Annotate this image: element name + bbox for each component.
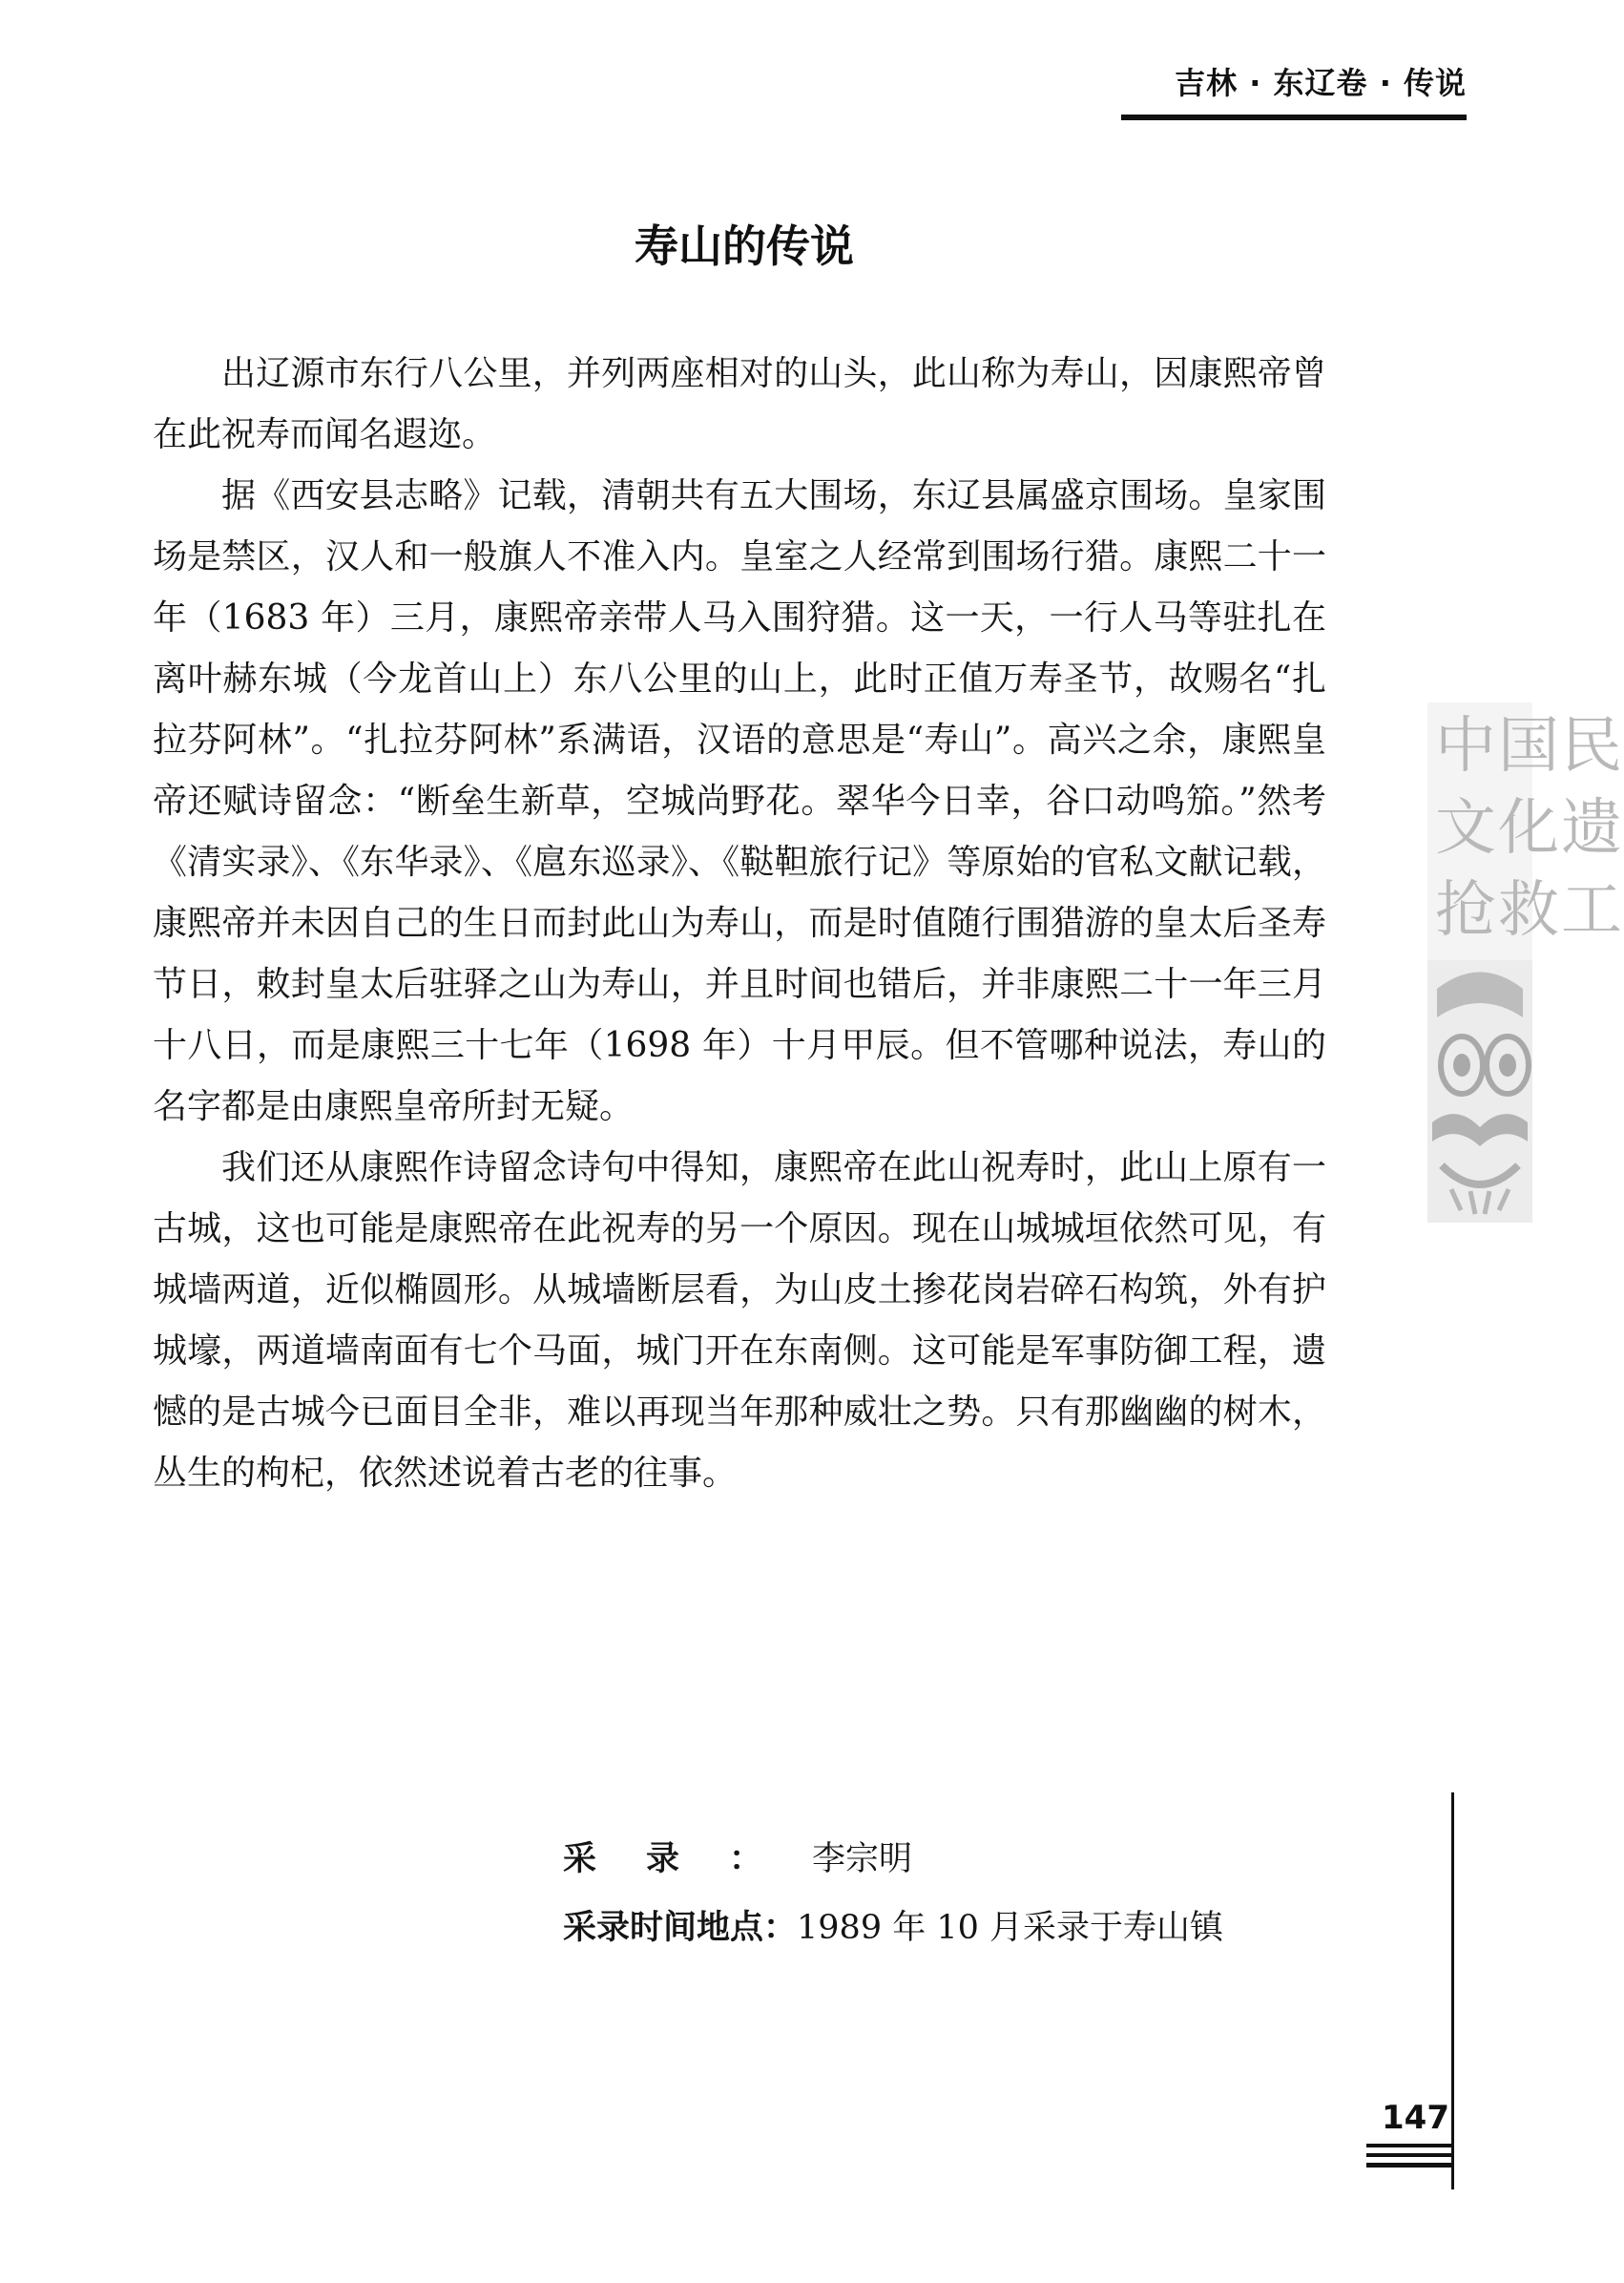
tribal-mask-icon xyxy=(1427,960,1532,1223)
side-strip-line-2: 文化遗 xyxy=(1435,793,1624,864)
page-number-rule-top xyxy=(1366,2144,1454,2147)
credit-time-place xyxy=(563,1894,1223,1962)
credits xyxy=(563,1825,1223,1962)
side-strip-line-1: 中国民 xyxy=(1435,711,1624,782)
recorder-name: 李宗明 xyxy=(812,1840,913,1878)
running-header: 吉林 · 东辽卷 · 传说 xyxy=(1175,65,1467,101)
paragraph-2: 据《西安县志略》记载，清朝共有五大围场，东辽县属盛京围场。皇家围场是禁区，汉人和一般旗人不准入内。皇室之人经常到围场行猎。康熙二十一年（1683 年）三月，康熙帝亲带人马入围狩猎。这一天，一行人马等驻扎在离叶赫东城（今龙首山上）东八公里的山上，此时正值万寿圣节，故赐名“扎拉芬阿林”。“扎拉芬阿林”系满语，汉语的意思是“寿山”。高兴之余，康熙皇帝还赋诗留念：“断垒生新草，空城尚野花。翠华今日幸，谷口动鸣笳。”然考《清实录》、《东华录》、《扈东巡录》、《鞑靼旅行记》等原始的官私文献记载，康熙帝并未因自己的生日而封此山为寿山，而是时值随行围猎游的皇太后圣寿节日，敕封皇太后驻驿之山为寿山，并且时间也错后，并非康熙二十一年三月十八日，而是康熙三十七年（1698 年）十月甲辰。但不管哪种说法，寿山的名字都是由康熙皇帝所封无疑。 xyxy=(153,476,1326,1126)
right-margin-rule xyxy=(1451,1792,1454,2189)
side-decoration-strip xyxy=(1427,702,1624,1223)
page-title: 寿山的传说 xyxy=(635,220,854,272)
recorder-label: 采录： xyxy=(563,1840,813,1878)
side-strip-line-3: 抢救工 xyxy=(1435,875,1624,946)
page-number: 147 xyxy=(1382,2099,1449,2137)
credit-recorder xyxy=(563,1825,1223,1894)
page-number-rule-bottom xyxy=(1366,2163,1454,2168)
paragraph-3: 我们还从康熙作诗留念诗句中得知，康熙帝在此山祝寿时，此山上原有一古城，这也可能是康熙帝在此祝寿的另一个原因。现在山城城垣依然可见，有城墙两道，近似椭圆形。从城墙断层看，为山皮土掺花岗岩碎石构筑，外有护城壕，两道墙南面有七个马面，城门开在东南侧。这可能是军事防御工程，遗憾的是古城今已面目全非，难以再现当年那种威壮之势。只有那幽幽的树木，丛生的枸杞，依然述说着古老的往事。 xyxy=(153,1148,1326,1493)
header-rule xyxy=(1121,115,1467,120)
time-place-label: 采录时间地点： xyxy=(563,1909,798,1947)
article-body xyxy=(153,344,1326,1504)
time-place-value: 1989 年 10 月采录于寿山镇 xyxy=(797,1909,1224,1947)
paragraph-1: 出辽源市东行八公里，并列两座相对的山头，此山称为寿山，因康熙帝曾在此祝寿而闻名遐迩。 xyxy=(153,354,1326,454)
page-number-rule-middle xyxy=(1366,2153,1454,2157)
